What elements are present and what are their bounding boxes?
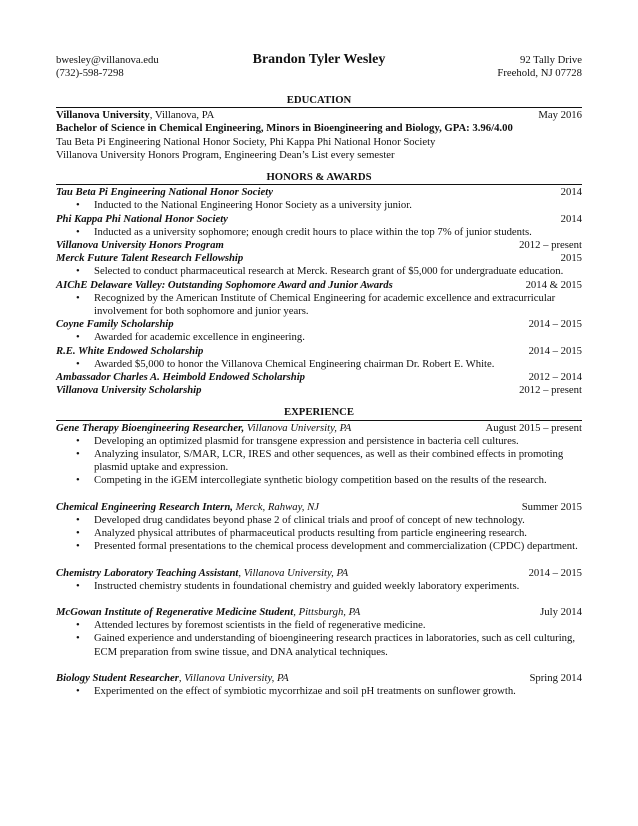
- bullet-item: [56, 265, 582, 278]
- bullet-item: [56, 527, 582, 540]
- job-row: [56, 606, 582, 619]
- job-row: [56, 567, 582, 580]
- bullet-text: Experimented on the effect of symbiotic mycorrhizae and soil pH treatments on sunflower growth.: [94, 684, 516, 697]
- bullet-item: [56, 435, 582, 448]
- award-name: R.E. White Endowed Scholarship: [56, 344, 204, 357]
- award-name: Tau Beta Pi Engineering National Honor Society: [56, 186, 273, 199]
- job-role: McGowan Institute of Regenerative Medicine Student: [56, 605, 294, 618]
- bullet-item: [56, 540, 582, 553]
- job-spacer: [56, 554, 582, 567]
- bullet-dot-icon: •: [76, 632, 80, 645]
- bullet-list: [56, 292, 582, 318]
- candidate-name: Brandon Tyler Wesley: [252, 52, 386, 67]
- bullet-text: Inducted as a university sophomore; enough credit hours to place within the top 7% of junior students.: [94, 225, 532, 238]
- job-spacer: [56, 593, 582, 606]
- job-date: August 2015 – present: [485, 421, 582, 434]
- bullet-dot-icon: •: [76, 513, 80, 526]
- education-degree: Bachelor of Science in Chemical Engineering, Minors in Bioengineering and Biology, GPA: 3.96/4.00: [56, 122, 513, 135]
- job-org: Villanova University, PA: [244, 421, 352, 434]
- bullet-dot-icon: •: [76, 540, 80, 553]
- education-date: May 2016: [538, 109, 582, 122]
- resume-header: [56, 51, 582, 85]
- honors-list: [56, 186, 582, 397]
- contact-right: [497, 54, 582, 80]
- school-name: Villanova University: [56, 109, 150, 122]
- job-role: Biology Student Researcher: [56, 671, 179, 684]
- bullet-text: Developed drug candidates beyond phase 2 of clinical trials and proof of concept of new technology.: [94, 513, 525, 526]
- bullet-dot-icon: •: [76, 357, 80, 370]
- award-name: Phi Kappa Phi National Honor Society: [56, 212, 228, 225]
- bullet-text: Recognized by the American Institute of Chemical Engineering for academic excellence and extracurricular involvement for both sophomore and junior years.: [94, 291, 556, 318]
- job-spacer: [56, 488, 582, 501]
- bullet-list: [56, 331, 582, 344]
- job-title-line: [56, 606, 360, 619]
- bullet-dot-icon: •: [76, 291, 80, 304]
- bullet-list: [56, 265, 582, 278]
- job-org: Merck, Rahway, NJ: [232, 500, 319, 513]
- job-title-line: [56, 501, 319, 514]
- bullet-dot-icon: •: [76, 331, 80, 344]
- job-org: , Villanova University, PA: [178, 671, 289, 684]
- award-row: [56, 239, 582, 252]
- award-date: 2014: [560, 186, 582, 199]
- bullet-text: Selected to conduct pharmaceutical research at Merck. Research grant of $5,000 for undergraduate education.: [94, 265, 564, 278]
- award-name: Villanova University Honors Program: [56, 239, 224, 252]
- award-name: Villanova University Scholarship: [56, 384, 202, 397]
- award-name: Ambassador Charles A. Heimbold Endowed Scholarship: [56, 371, 306, 384]
- bullet-list: [56, 685, 582, 698]
- honors-rule: [56, 184, 582, 185]
- job-date: Spring 2014: [529, 671, 582, 684]
- job-date: Summer 2015: [521, 500, 582, 513]
- bullet-text: Analyzing insulator, S/MAR, LCR, IRES and other sequences, as well as their combined effects in promoting plasmid uptake and expression.: [94, 448, 564, 474]
- job-date: 2014 – 2015: [528, 566, 582, 579]
- education-rule: [56, 107, 582, 108]
- bullet-list: [56, 435, 582, 488]
- experience-heading: EXPERIENCE: [283, 406, 355, 419]
- award-date: 2014 – 2015: [528, 344, 582, 357]
- bullet-item: [56, 685, 582, 698]
- bullet-item: [56, 619, 582, 632]
- award-row: [56, 371, 582, 384]
- phone-text: (732)-598-7298: [56, 67, 124, 80]
- bullet-item: [56, 474, 582, 487]
- education-school-row: [56, 109, 582, 122]
- bullet-item: [56, 331, 582, 344]
- job-date: July 2014: [540, 605, 582, 618]
- bullet-dot-icon: •: [76, 448, 80, 461]
- bullet-dot-icon: •: [76, 434, 80, 447]
- award-row: [56, 318, 582, 331]
- job-role: Gene Therapy Bioengineering Researcher,: [56, 421, 245, 434]
- education-heading: EDUCATION: [286, 94, 352, 106]
- award-row: [56, 279, 582, 292]
- bullet-item: [56, 199, 582, 212]
- bullet-text: Developing an optimized plasmid for transgene expression and persistence in bacteria cell cultures.: [94, 434, 519, 447]
- award-row: [56, 345, 582, 358]
- bullet-text: Gained experience and understanding of bioengineering research practices in laboratories, such as cell culturing, ECM preparation from swine tissue, and DNA analytical techniques.: [94, 632, 576, 658]
- bullet-dot-icon: •: [76, 225, 80, 238]
- bullet-dot-icon: •: [76, 579, 80, 592]
- bullet-item: [56, 448, 582, 474]
- education-school-line: [56, 109, 214, 122]
- bullet-dot-icon: •: [76, 619, 80, 632]
- award-date: 2015: [560, 252, 582, 265]
- honors-heading: HONORS & AWARDS: [266, 171, 372, 184]
- bullet-item: [56, 632, 582, 658]
- award-row: [56, 213, 582, 226]
- award-name: AIChE Delaware Valley: Outstanding Sophomore Award and Junior Awards: [56, 278, 393, 291]
- bullet-list: [56, 199, 582, 212]
- job-row: [56, 672, 582, 685]
- award-date: 2012 – present: [519, 384, 582, 397]
- award-name: Coyne Family Scholarship: [56, 318, 174, 331]
- job-role: Chemistry Laboratory Teaching Assistant: [56, 566, 239, 579]
- resume-page: [56, 51, 582, 698]
- job-title-line: [56, 672, 289, 685]
- bullet-list: [56, 226, 582, 239]
- job-title-line: [56, 422, 351, 435]
- bullet-dot-icon: •: [76, 474, 80, 487]
- bullet-dot-icon: •: [76, 199, 80, 212]
- job-row: [56, 422, 582, 435]
- award-date: 2012 – present: [519, 239, 582, 252]
- bullet-text: Awarded for academic excellence in engineering.: [94, 331, 305, 344]
- bullet-text: Instructed chemistry students in foundational chemistry and guided weekly laboratory experiments.: [94, 579, 520, 592]
- award-row: [56, 186, 582, 199]
- bullet-dot-icon: •: [76, 684, 80, 697]
- award-date: 2014: [560, 212, 582, 225]
- award-date: 2014 & 2015: [525, 278, 582, 291]
- bullet-text: Awarded $5,000 to honor the Villanova Chemical Engineering chairman Dr. Robert E. White.: [94, 357, 495, 370]
- bullet-dot-icon: •: [76, 527, 80, 540]
- job-org: , Pittsburgh, PA: [293, 605, 361, 618]
- email-text: bwesley@villanova.edu: [56, 54, 159, 66]
- job-role: Chemical Engineering Research Intern,: [56, 500, 233, 513]
- bullet-list: [56, 580, 582, 593]
- bullet-item: [56, 358, 582, 371]
- job-row: [56, 501, 582, 514]
- bullet-dot-icon: •: [76, 265, 80, 278]
- bullet-item: [56, 514, 582, 527]
- award-date: 2012 – 2014: [528, 371, 582, 384]
- city-text: Freehold, NJ 07728: [497, 67, 582, 80]
- experience-list: [56, 422, 582, 698]
- bullet-text: Analyzed physical attributes of pharmaceutical products resulting from particle engineering research.: [94, 527, 527, 540]
- bullet-list: [56, 514, 582, 554]
- education-honors-line: Tau Beta Pi Engineering National Honor Society, Phi Kappa Phi National Honor Society: [56, 135, 436, 148]
- job-org: , Villanova University, PA: [238, 566, 349, 579]
- school-location: , Villanova, PA: [149, 109, 215, 122]
- job-title-line: [56, 567, 348, 580]
- education-programs-line: Villanova University Honors Program, Engineering Dean’s List every semester: [56, 148, 395, 161]
- street-text: 92 Tally Drive: [520, 54, 582, 66]
- award-date: 2014 – 2015: [528, 318, 582, 331]
- award-row: [56, 252, 582, 265]
- bullet-item: [56, 292, 582, 318]
- experience-rule: [56, 420, 582, 421]
- bullet-list: [56, 358, 582, 371]
- job-spacer: [56, 659, 582, 672]
- bullet-text: Competing in the iGEM intercollegiate synthetic biology competition based on the results of the research.: [94, 474, 547, 487]
- bullet-item: [56, 580, 582, 593]
- award-name: Merck Future Talent Research Fellowship: [56, 252, 244, 265]
- bullet-text: Inducted to the National Engineering Honor Society as a university junior.: [94, 199, 412, 212]
- bullet-list: [56, 619, 582, 659]
- bullet-text: Presented formal presentations to the chemical process development and commercialization (CPDC) department.: [94, 540, 578, 553]
- bullet-text: Attended lectures by foremost scientists in the field of regenerative medicine.: [94, 619, 426, 632]
- award-row: [56, 384, 582, 397]
- bullet-item: [56, 226, 582, 239]
